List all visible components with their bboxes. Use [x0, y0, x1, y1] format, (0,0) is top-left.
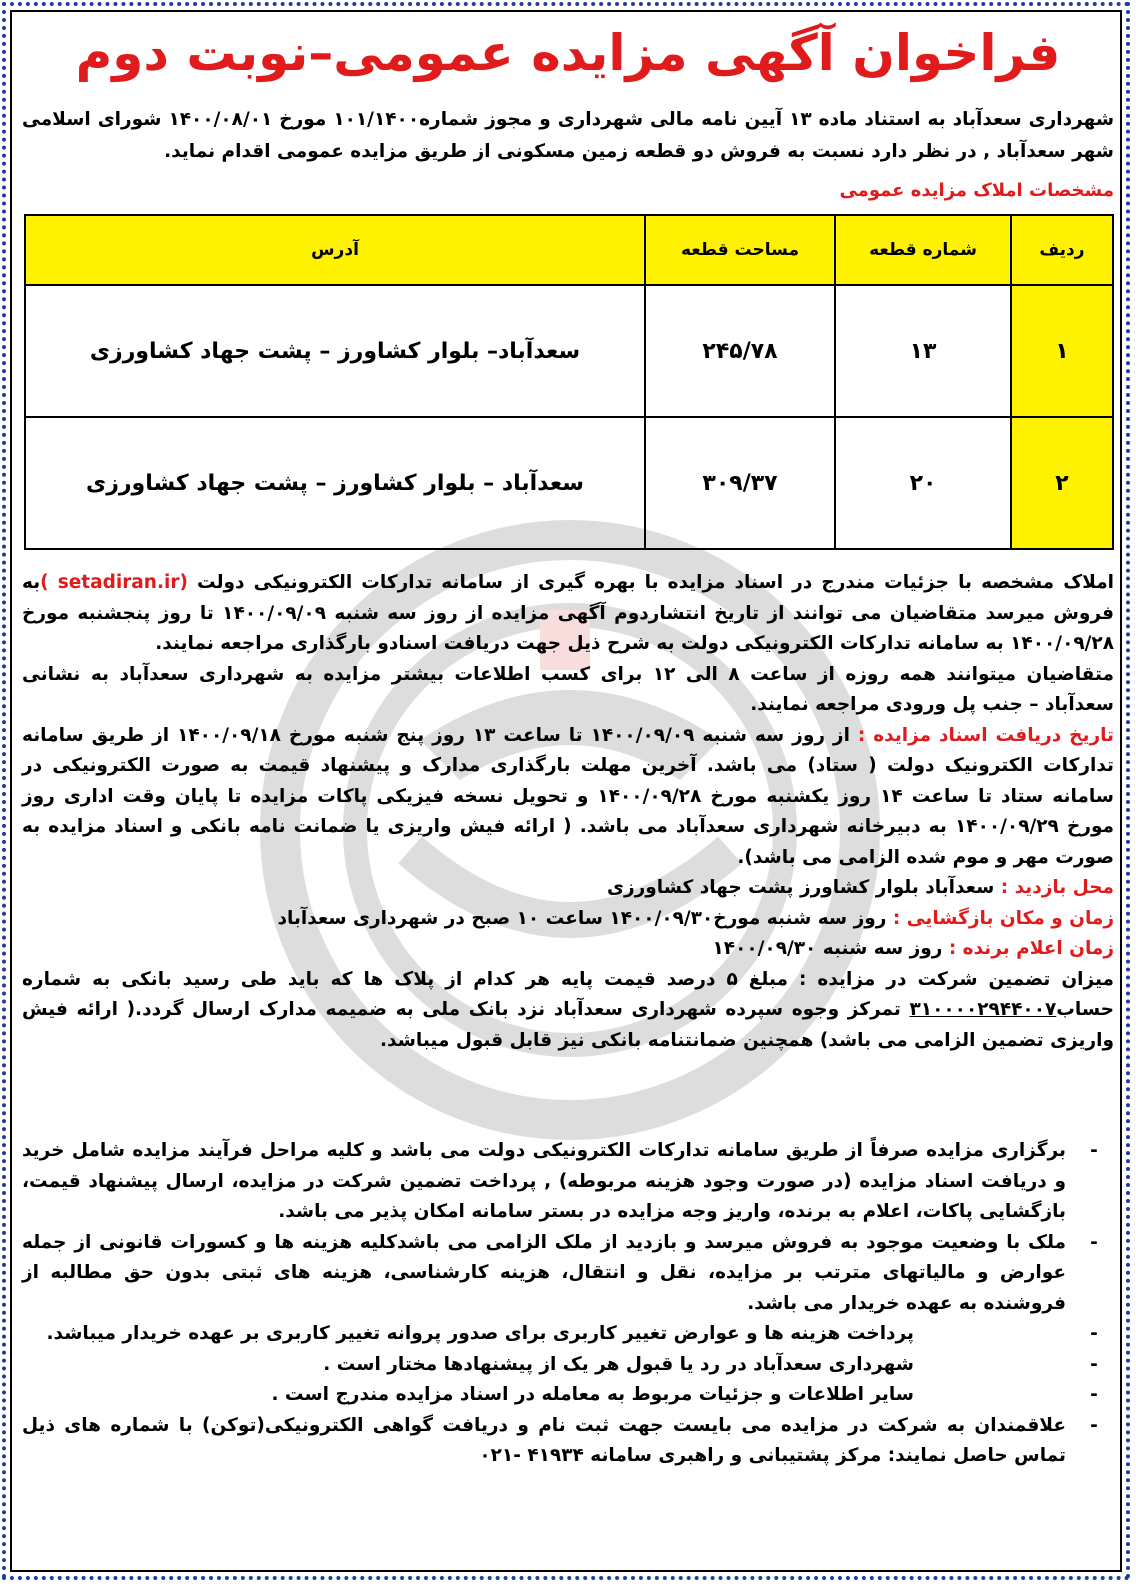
list-item-text: پرداخت هزینه ها و عوارض تغییر کاربری برای صدور پروانه تغییر کاربری بر عهده خریدار میباشد.: [46, 1323, 914, 1344]
winner-label: زمان اعلام برنده :: [948, 938, 1114, 959]
bullet-marker: -: [1090, 1384, 1098, 1405]
info-paragraph: متقاضیان میتوانند همه روزه از ساعت ۸ الی ۱۲ برای کسب اطلاعات بیشتر مزایده به شهرداری سعدآباد به نشانی سعدآباد – جنب پل ورودی مراجعه نمایند.: [22, 663, 1114, 715]
list-item: [22, 1350, 1114, 1381]
guarantee-text-continued: تمرکز وجوه سپرده شهرداری سعدآباد نزد بانک ملی به ضمیمه مدارک ارسال گردد.( ارائه فیش واریزی تضمین الزامی می باشد) همچنین ضمانتنامه بانکی نیز قابل قبول میباشد.: [22, 999, 1114, 1051]
intro-paragraph: شهرداری سعدآباد به استناد ماده ۱۳ آیین نامه مالی شهرداری و مجوز شماره۱۰۱/۱۴۰۰ مورخ ۱۴۰۰/۰۸/۰۱ شورای اسلامی شهر سعدآباد , در نظر دارد نسبت به فروش دو قطعه زمین مسکونی از طریق مزایده عمومی اقدام نماید.: [22, 109, 1115, 162]
cell-lot-area: ۲۴۵/۷۸: [645, 285, 835, 417]
list-item-text: برگزاری مزایده صرفاً از طریق سامانه تدارکات الکترونیکی دولت می باشد و کلیه مراحل فرآیند مزایده شامل خرید و دریافت اسناد مزایده (در صورت وجود هزینه مربوطه) , پرداخت تضمین شرکت در مزایده، ارسال پیشنهاد قیمت، بازگشایی پاکات، اعلام به برنده، واریز وجه مزایده در بستر سامانه امکان پذیر می باشد.: [22, 1140, 1066, 1222]
bullet-marker: -: [1090, 1140, 1098, 1161]
account-number: ۳۱۰۰۰۰۲۹۴۴۰۰۷: [909, 999, 1057, 1020]
list-item: [22, 1411, 1114, 1472]
list-item: [22, 1228, 1114, 1320]
list-item-text: شهرداری سعدآباد در رد یا قبول هر یک از پیشنهادها مختار است .: [323, 1353, 914, 1375]
table-header-row: [25, 215, 1113, 285]
table-row: [25, 417, 1113, 549]
guarantee-paragraph: [22, 965, 1114, 1057]
bullet-marker: -: [1090, 1353, 1098, 1375]
documents-paragraph: [22, 721, 1114, 874]
table-heading: مشخصات املاک مزایده عمومی: [839, 180, 1114, 201]
documents-text: از روز سه شنبه ۱۴۰۰/۰۹/۰۹ تا ساعت ۱۳ روز پنج شنبه مورخ ۱۴۰۰/۰۹/۱۸ از طریق سامانه تدارکات الکترونیک دولت ( ستاد) می باشد. آخرین مهلت بارگذاری مدارک و پیشنهاد قیمت به صورت الکترونیکی در سامانه ستاد تا ساعت ۱۴ روز یکشنبه مورخ ۱۴۰۰/۰۹/۲۸ و تحویل نسخه فیزیکی پاکات مزایده تا پایان وقت اداری روز مورخ ۱۴۰۰/۰۹/۲۹ به دبیرخانه شهرداری سعدآباد می باشد. ( ارائه فیش واریزی یا ضمانت نامه بانکی و اسناد مزایده به صورت مهر و موم شده الزامی می باشد).: [22, 724, 1115, 868]
cell-row-number: ۱: [1011, 285, 1113, 417]
cell-lot-number: ۱۳: [835, 285, 1011, 417]
list-item-text: علاقمندان به شرکت در مزایده می بایست جهت ثبت نام و دریافت گواهی الکترونیکی(توکن) با شماره های ذیل تماس حاصل نمایند: مرکز پشتیبانی و راهبری سامانه ۴۱۹۳۴ -۰۲۱: [22, 1414, 1066, 1466]
visit-label: محل بازدید :: [1000, 877, 1114, 898]
cell-lot-number: ۲۰: [835, 417, 1011, 549]
table-row: [25, 285, 1113, 417]
conditions-list: [22, 1136, 1114, 1472]
lots-table: [24, 214, 1114, 550]
setadiran-link[interactable]: (setadiran.ir ): [40, 572, 188, 593]
page-title: فراخوان آگهی مزایده عمومی–نوبت دوم: [75, 24, 1061, 82]
opening-label: زمان و مکان بازگشایی :: [892, 907, 1114, 929]
opening-text: روز سه شنبه مورخ۱۴۰۰/۰۹/۳۰ ساعت ۱۰ صبح در شهرداری سعدآباد: [277, 907, 893, 929]
winner-text: روز سه شنبه ۱۴۰۰/۰۹/۳۰: [712, 938, 949, 959]
cell-row-number: ۲: [1011, 417, 1113, 549]
col-address: آدرس: [25, 215, 645, 285]
cell-address: سعدآباد – بلوار کشاورز – پشت جهاد کشاورزی: [25, 417, 645, 549]
cell-address: سعدآباد– بلوار کشاورز – پشت جهاد کشاورزی: [25, 285, 645, 417]
col-lot-area: مساحت قطعه: [645, 215, 835, 285]
list-item: [22, 1380, 1114, 1411]
sale-text-continued: به فروش میرسد متقاضیان می توانند از تاریخ انتشاردوم آگهی مزایده از روز سه شنبه ۱۴۰۰/۰۹/۰۹ تا روز پنجشنبه مورخ ۱۴۰۰/۰۹/۲۸ به سامانه تدارکات الکترونیکی دولت به شرح ذیل جهت دریافت اسنادو بارگذاری مراجعه نمایند.: [22, 572, 1114, 654]
col-lot-number: شماره قطعه: [835, 215, 1011, 285]
sale-paragraph: [22, 568, 1114, 660]
guarantee-text: میزان تضمین شرکت در مزایده : مبلغ ۵ درصد قیمت پایه هر کدام از پلاک ها که باید طی رسید بانکی به شماره حساب: [22, 968, 1114, 1020]
list-item: [22, 1319, 1114, 1350]
opening-paragraph: [22, 904, 1114, 935]
visit-paragraph: [22, 873, 1114, 904]
col-row-number: ردیف: [1011, 215, 1113, 285]
documents-label: تاریخ دریافت اسناد مزایده :: [857, 724, 1114, 746]
sale-text: املاک مشخصه با جزئیات مندرج در اسناد مزایده با بهره گیری از سامانه تدارکات الکترونیکی دولت: [187, 572, 1114, 593]
body-text: [22, 568, 1114, 1056]
list-item-text: سایر اطلاعات و جزئیات مربوط به معامله در اسناد مزایده مندرج است .: [271, 1384, 914, 1405]
bullet-marker: -: [1090, 1323, 1098, 1344]
bullet-marker: -: [1090, 1414, 1098, 1436]
cell-lot-area: ۳۰۹/۳۷: [645, 417, 835, 549]
visit-text: سعدآباد بلوار کشاورز پشت جهاد کشاورزی: [607, 877, 1001, 898]
bullet-marker: -: [1090, 1231, 1098, 1253]
winner-paragraph: [22, 934, 1114, 965]
list-item-text: ملک با وضعیت موجود به فروش میرسد و بازدید از ملک الزامی می باشدکلیه هزینه ها و کسورات قانونی از جمله عوارض و مالیاتهای مترتب بر مزایده، نقل و انتقال، هزینه کارشناسی، هزینه های ثبتی بدون حق مطالبه از فروشنده به عهده خریدار می باشد.: [22, 1231, 1066, 1314]
list-item: [22, 1136, 1114, 1228]
